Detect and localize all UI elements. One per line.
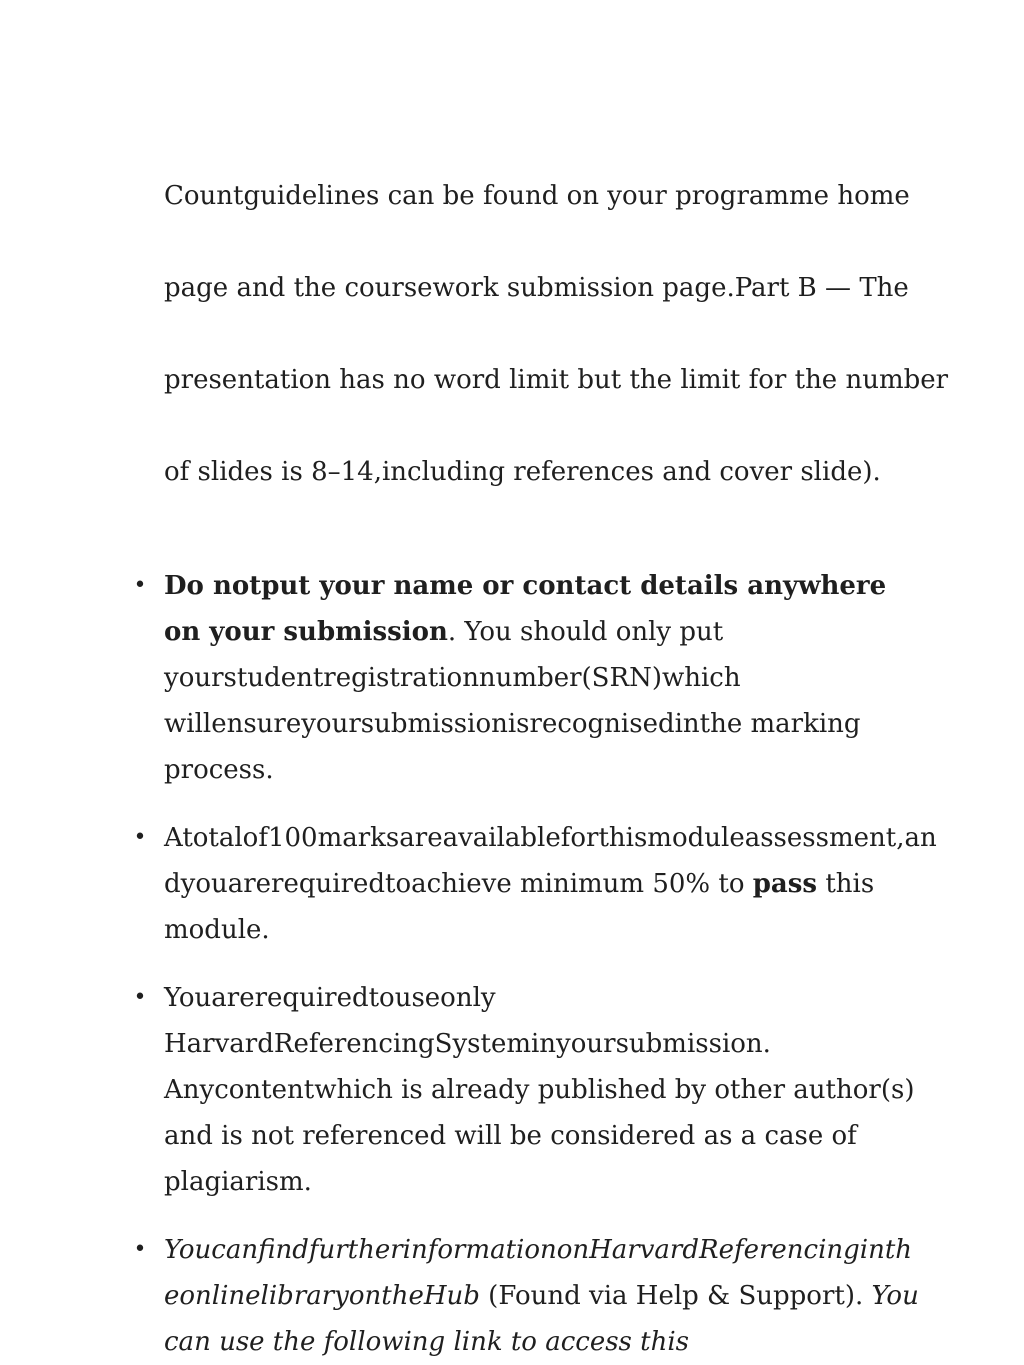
intro-paragraph	[164, 127, 949, 541]
marks-text: dyouarerequiredtoachieve minimum 50% to	[164, 869, 753, 899]
further-info-line-1: YoucanfindfurtherinformationonHarvardReferencinginth	[164, 1235, 913, 1265]
further-info-line-3: can use the following link to access this	[164, 1327, 690, 1357]
referencing-line-3: Anycontentwhich is already published by other author(s)	[164, 1075, 915, 1105]
privacy-text: . You should only put	[447, 617, 724, 647]
marks-pass-bold: pass	[752, 869, 818, 899]
bullet-icon: •	[133, 573, 147, 598]
marks-line-2	[164, 861, 909, 907]
marks-line-3: module.	[164, 915, 270, 945]
privacy-bold-line-1: Do notput your name or contact details anywhere	[164, 571, 887, 601]
privacy-line-3: yourstudentregistrationnumber(SRN)which	[164, 663, 741, 693]
list-item-privacy	[133, 563, 909, 793]
list-item-further-info	[133, 1227, 919, 1365]
bullet-icon: •	[133, 985, 147, 1010]
list-item-referencing	[133, 975, 915, 1205]
referencing-line-1: Youarerequiredtouseonly	[164, 983, 496, 1013]
further-info-line-2	[164, 1273, 919, 1319]
further-info-italic: eonlinelibraryontheHub	[164, 1281, 480, 1311]
bullet-icon: •	[133, 825, 147, 850]
document-body	[133, 127, 949, 1365]
requirements-list	[133, 563, 937, 1365]
further-info-italic-end: You	[871, 1281, 919, 1311]
list-item-marks	[133, 815, 937, 953]
privacy-line-4: willensureyoursubmissionisrecognisedinthe marking	[164, 709, 861, 739]
referencing-line-2: HarvardReferencingSysteminyoursubmission.	[164, 1029, 771, 1059]
intro-line: page and the coursework submission page.Part B — The	[164, 273, 909, 303]
privacy-line-2	[164, 609, 909, 655]
intro-line: Countguidelines can be found on your programme home	[164, 181, 910, 211]
privacy-bold-line-2: on your submission	[164, 617, 448, 647]
referencing-line-5: plagiarism.	[164, 1167, 312, 1197]
privacy-line-5: process.	[164, 755, 274, 785]
intro-line: presentation has no word limit but the limit for the number	[164, 365, 949, 395]
marks-text-end: this	[817, 869, 875, 899]
referencing-line-4: and is not referenced will be considered as a case of	[164, 1121, 857, 1151]
bullet-icon: •	[133, 1237, 147, 1262]
marks-line-1: Atotalof100marksareavailableforthismoduleassessment,an	[164, 823, 937, 853]
intro-line: of slides is 8–14,including references and cover slide).	[164, 457, 881, 487]
further-info-text: (Found via Help & Support).	[479, 1281, 872, 1311]
